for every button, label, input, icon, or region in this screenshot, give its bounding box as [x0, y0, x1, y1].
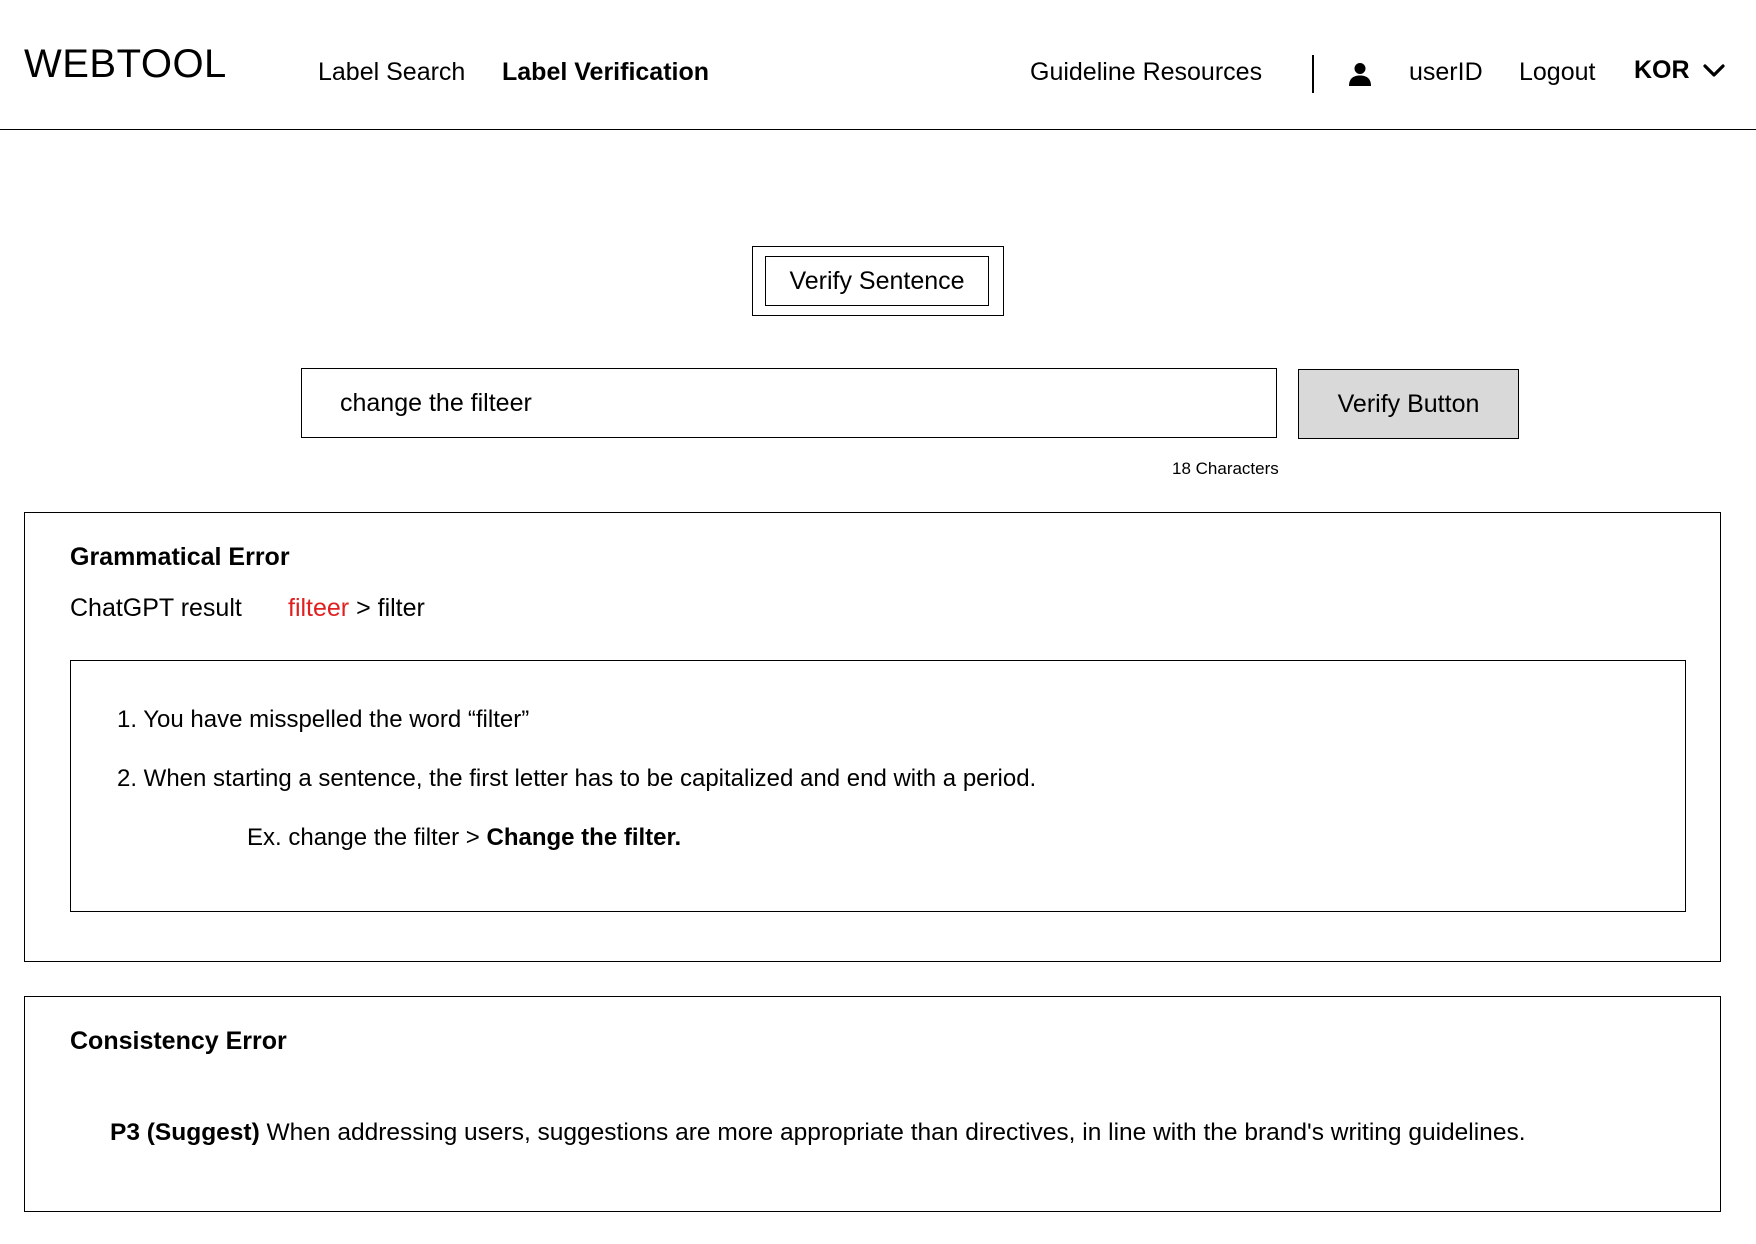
logout-link[interactable]: Logout: [1519, 58, 1596, 86]
grammar-detail-box: [70, 660, 1686, 912]
language-label: KOR: [1634, 56, 1690, 84]
logo[interactable]: WEBTOOL: [24, 42, 227, 86]
sentence-input[interactable]: [301, 368, 1277, 438]
consistency-text: When addressing users, suggestions are more appropriate than directives, in line with the brand's writing guidelines.: [259, 1119, 1526, 1146]
chatgpt-result-row: [70, 594, 425, 623]
nav-label-search[interactable]: Label Search: [318, 58, 466, 86]
example-prefix: Ex. change the filter >: [247, 824, 487, 851]
header-divider: [1312, 55, 1314, 93]
nav-guideline-resources[interactable]: Guideline Resources: [1030, 58, 1263, 86]
detail-item-2: 2. When starting a sentence, the first letter has to be capitalized and end with a period.: [117, 765, 1037, 792]
chatgpt-result-label: ChatGPT result: [70, 594, 242, 622]
consistency-error-panel: [24, 996, 1721, 1212]
consistency-error-title: Consistency Error: [70, 1027, 287, 1055]
detail-item-1: 1. You have misspelled the word “filter”: [117, 706, 530, 733]
grammatical-error-title: Grammatical Error: [70, 543, 290, 571]
chevron-down-icon: [1702, 63, 1726, 79]
character-count: 18 Characters: [1172, 459, 1279, 478]
language-selector[interactable]: [1634, 56, 1726, 85]
consistency-message: [110, 1119, 1526, 1147]
user-id: userID: [1409, 58, 1483, 86]
correction-text: > filter: [349, 594, 425, 622]
verify-button[interactable]: Verify Button: [1298, 369, 1519, 439]
example-corrected: Change the filter.: [486, 824, 682, 851]
verify-sentence-title: Verify Sentence: [765, 256, 989, 306]
wrong-word: filteer: [288, 594, 350, 622]
consistency-tag: P3 (Suggest): [110, 1119, 260, 1146]
verify-sentence-frame: [752, 246, 1004, 316]
grammatical-error-panel: [24, 512, 1721, 962]
detail-example: [247, 824, 681, 852]
top-header: [0, 0, 1756, 130]
user-icon: [1349, 62, 1371, 86]
nav-label-verification[interactable]: Label Verification: [502, 58, 710, 86]
